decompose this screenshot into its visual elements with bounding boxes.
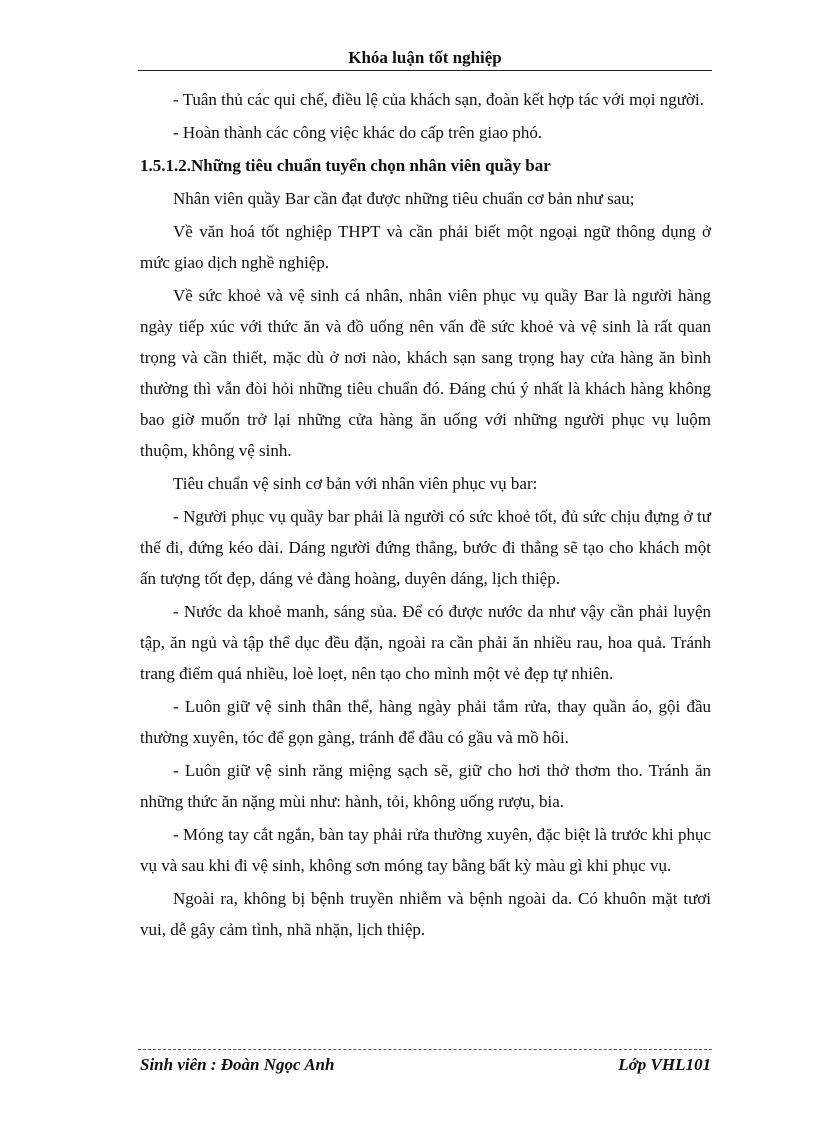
paragraph-7: - Người phục vụ quầy bar phải là người có sức khoẻ tốt, đủ sức chịu đựng ở tư thế đi, đứng kéo dài. Dáng người đứng thẳng, bước đi thẳng sẽ tạo cho khách một ấn tượng tốt đẹp, dáng vẻ đàng hoàng, duyên dáng, lịch thiệp. xyxy=(140,507,711,588)
paragraph-5: Về sức khoẻ và vệ sinh cá nhân, nhân viên phục vụ quầy Bar là người hàng ngày tiếp xúc với thức ăn và đồ uống nên vấn đề sức khoẻ và vệ sinh là rất quan trọng và cần thiết, mặc dù ở nơi nào, khách sạn sang trọng hay cửa hàng ăn bình thường thì vẫn đòi hỏi những tiêu chuẩn đó. Đáng chú ý nhất là khách hàng không bao giờ muốn trở lại những cửa hàng ăn uống với những người phục vụ luộm thuộm, không vệ sinh. xyxy=(140,286,711,460)
footer-divider xyxy=(138,1049,712,1050)
paragraph-8: - Nước da khoẻ manh, sáng sủa. Để có được nước da như vậy cần phải luyện tập, ăn ngủ và tập thể dục đều đặn, ngoài ra cần phải ăn nhiều rau, hoa quả. Tránh trang điểm quá nhiều, loè loẹt, nên tạo cho mình một vẻ đẹp tự nhiên. xyxy=(140,602,711,683)
paragraph-12: Ngoài ra, không bị bệnh truyền nhiễm và bệnh ngoài da. Có khuôn mặt tươi vui, dễ gây cảm tình, nhã nhặn, lịch thiệp. xyxy=(140,889,711,939)
footer-class: Lớp VHL101 xyxy=(618,1055,711,1074)
paragraph-9: - Luôn giữ vệ sinh thân thể, hàng ngày phải tắm rửa, thay quần áo, gội đầu thường xuyên, tóc để gọn gàng, tránh để đầu có gầu và mồ hôi. xyxy=(140,697,711,747)
paragraph-3: Nhân viên quầy Bar cần đạt được những tiêu chuẩn cơ bản như sau; xyxy=(173,189,635,208)
header-divider xyxy=(138,70,712,71)
paragraph-2: - Hoàn thành các công việc khác do cấp trên giao phó. xyxy=(173,123,543,142)
page-header-title: Khóa luận tốt nghiệp xyxy=(348,48,502,67)
paragraph-10: - Luôn giữ vệ sinh răng miệng sạch sẽ, giữ cho hơi thở thơm tho. Tránh ăn những thức ăn nặng mùi như: hành, tỏi, không uống rượu, bia. xyxy=(140,761,711,811)
paragraph-6: Tiêu chuẩn vệ sinh cơ bản với nhân viên phục vụ bar: xyxy=(173,474,538,493)
document-body xyxy=(140,84,711,947)
paragraph-1: - Tuân thủ các qui chế, điều lệ của khách sạn, đoàn kết hợp tác với mọi người. xyxy=(173,90,704,109)
paragraph-4: Về văn hoá tốt nghiệp THPT và cần phải biết một ngoại ngữ thông dụng ở mức giao dịch nghề nghiệp. xyxy=(140,222,711,272)
paragraph-11: - Móng tay cắt ngắn, bàn tay phải rửa thường xuyên, đặc biệt là trước khi phục vụ và sau khi đi vệ sinh, không sơn móng tay bằng bất kỳ màu gì khi phục vụ. xyxy=(140,825,711,875)
footer-student-name: Sinh viên : Đoàn Ngọc Anh xyxy=(140,1055,335,1074)
section-heading: 1.5.1.2.Những tiêu chuẩn tuyển chọn nhân viên quầy bar xyxy=(140,156,551,175)
